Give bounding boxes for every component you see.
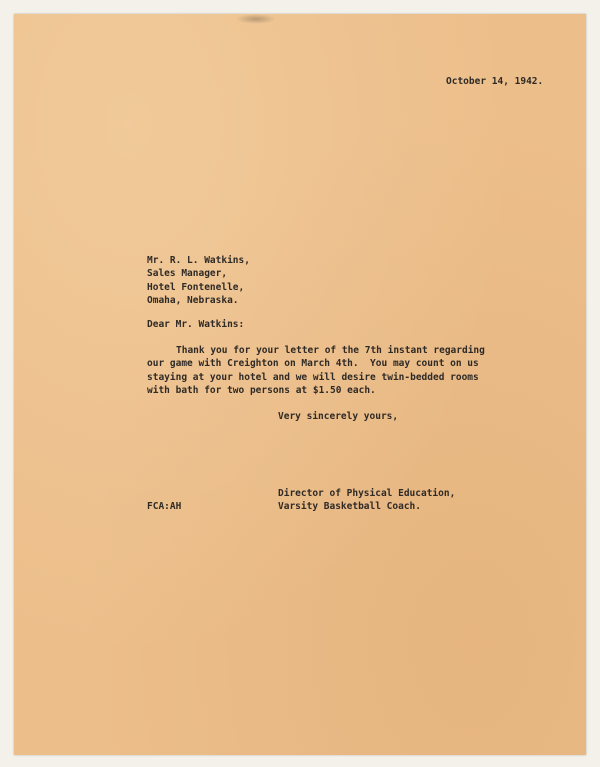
address-line: Sales Manager,: [147, 268, 228, 280]
address-line: Omaha, Nebraska.: [147, 294, 239, 306]
letter-body: [147, 344, 485, 397]
recipient-address: [147, 254, 250, 307]
signature-block: [278, 487, 455, 514]
letter-page: [14, 14, 586, 755]
signature-line: Varsity Basketball Coach.: [278, 501, 421, 513]
body-line: our game with Creighton on March 4th. You may count on us: [147, 358, 479, 370]
body-line: staying at your hotel and we will desire twin-bedded rooms: [147, 371, 479, 383]
signature-line: Director of Physical Education,: [278, 488, 456, 499]
reference-initials: FCA:AH: [147, 501, 182, 512]
closing: Very sincerely yours,: [278, 411, 399, 422]
salutation: Dear Mr. Watkins:: [147, 319, 245, 330]
address-line: Mr. R. L. Watkins,: [147, 255, 250, 266]
paper-smudge: [236, 14, 276, 24]
body-line: Thank you for your letter of the 7th instant regarding: [176, 345, 485, 356]
letter-date: October 14, 1942.: [446, 76, 544, 87]
address-line: Hotel Fontenelle,: [147, 281, 245, 293]
body-line: with bath for two persons at $1.50 each.: [147, 384, 376, 396]
